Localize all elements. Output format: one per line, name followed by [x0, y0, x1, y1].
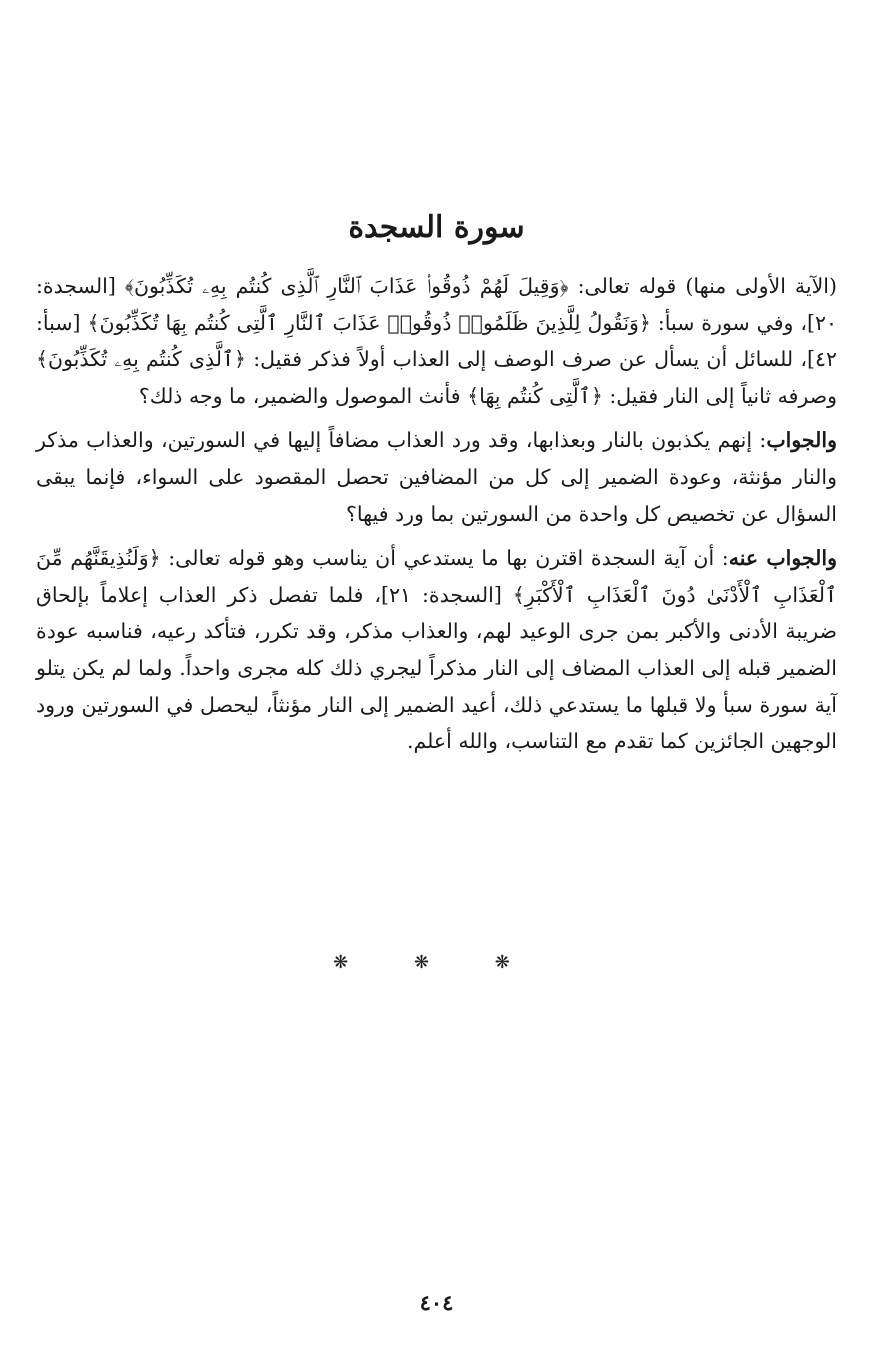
- paragraph-text: : أن آية السجدة اقترن بها ما يستدعي أن يناسب وهو قوله تعالى: ﴿وَلَنُذِيقَنَّهُم مِّنَ ٱلْعَذَابِ ٱلْأَدْنَىٰ دُونَ ٱلْعَذَابِ ٱلْأَكْبَرِ﴾ [السجدة: ٢١]، فلما تفصل ذكر العذاب إعلاماً بإلحاق ضريبة الأدنى والأكبر بمن جرى الوعيد لهم، والعذاب مذكر، وقد تكرر، فتأكد رعيه، فناسبه عودة الضمير قبله إلى العذاب المضاف إلى النار مذكراً ليجري ذلك كله مجرى واحداً. ولما لم يكن يتلو آية سورة سبأ ولا قبلها ما يستدعي ذلك، أعيد الضمير إلى النار مؤنثاً، ليحصل في السورتين ورود الوجهين الجائزين كما تقدم مع التناسب، والله أعلم.: [36, 546, 838, 754]
- paragraph-answer: [36, 422, 837, 532]
- paragraph-lead: والجواب: [766, 428, 837, 453]
- paragraph-answer-detail: [36, 540, 837, 760]
- paragraph-lead: والجواب عنه: [728, 546, 837, 571]
- body-text: [36, 268, 837, 768]
- paragraph-question: [36, 268, 837, 414]
- paragraph-text: (الآية الأولى منها) قوله تعالى: ﴿وَقِيلَ لَهُمْ ذُوقُوا۟ عَذَابَ ٱلنَّارِ ٱلَّذِى كُنتُم بِهِۦ تُكَذِّبُونَ﴾ [السجدة: ٢٠]، وفي سورة سبأ: ﴿وَنَقُولُ لِلَّذِينَ ظَلَمُوا۟ ذُوقُوا۟ عَذَابَ ٱلنَّارِ ٱلَّتِى كُنتُم بِهَا تُكَذِّبُونَ﴾ [سبأ: ٤٢]، للسائل أن يسأل عن صرف الوصف إلى العذاب أولاً فذكر فقيل: ﴿ٱلَّذِى كُنتُم بِهِۦ تُكَذِّبُونَ﴾ وصرفه ثانياً إلى النار فقيل: ﴿ٱلَّتِى كُنتُم بِهَا﴾ فأنث الموصول والضمير، ما وجه ذلك؟: [36, 274, 837, 408]
- paragraph-text: : إنهم يكذبون بالنار وبعذابها، وقد ورد العذاب مضافاً إليها في السورتين، والعذاب مذكر والنار مؤنثة، وعودة الضمير إلى كل من المضافين تحصل المقصود على السواء، فإنما يبقى السؤال عن تخصيص كل واحدة من السورتين بما ورد فيها؟: [36, 428, 837, 526]
- page-title: سورة السجدة: [348, 210, 525, 246]
- section-separator: ❋ ❋ ❋: [333, 952, 540, 973]
- page-number: ٤٠٤: [419, 1290, 454, 1315]
